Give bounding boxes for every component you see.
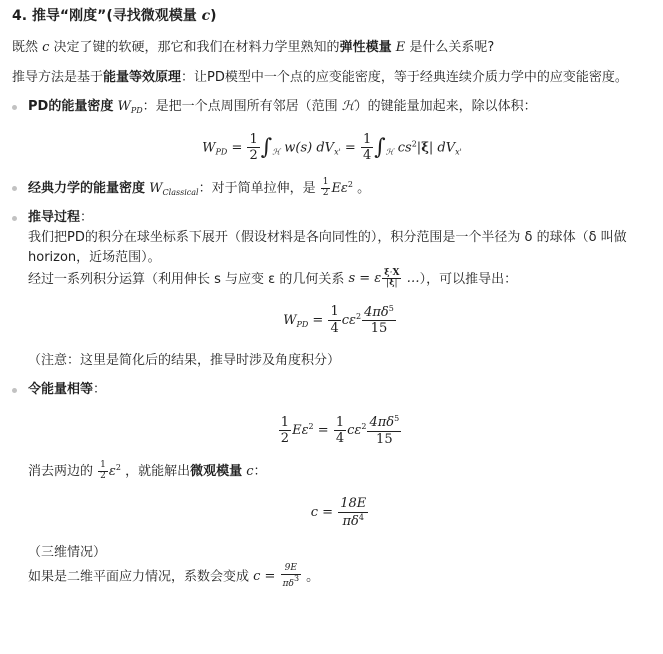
- bullet-equate-energy: 令能量相等：: [12, 380, 652, 400]
- intro-method: 推导方法是基于能量等效原理：让PD模型中一个点的应变能密度，等于经典连续介质力学中的应变能密度。: [12, 70, 628, 86]
- formula-pd-integral: $W_{PD}$ = $\frac{1}{2}$ $\int_ℋ$ w(s) $dV_{x'}$ = $\frac{1}{4}$ $\int_ℋ$ $cs^2|\xi|$ $dV_{x'}$: [202, 131, 462, 164]
- section-heading: 4. 推导“刚度”(寻找微观模量 c): [12, 8, 217, 24]
- equate-body: $\frac{1}{2}$ $E\varepsilon^2$ = $\frac{1}{4}$ $c\varepsilon^2$ $\frac{4\pi\delta^5}{15}$ 消去两边的 $\frac{1}{2}$ $\varepsilon^2$ ，就能解出微观模量 c： c = $\frac{18E}{\pi\delta^4}$ （三维情况） 如果是二维平面应力情况，系数会变成 c = $\frac{9E}{\pi\delta 3}$ 。: [12, 414, 652, 589]
- bullet-pd-energy: PD的能量密度 $W_{PD}$：是把一个点周围所有邻居（范围 ℋ）的键能量加起来，除以体积：: [12, 97, 652, 117]
- formula-micro-modulus-3d: c = $\frac{18E}{\pi\delta^4}$: [310, 496, 367, 529]
- formula-micro-modulus-2d: c = $\frac{9E}{\pi\delta 3}$: [253, 562, 300, 589]
- formula-cancel: $\frac{1}{2}$ $\varepsilon^2$: [100, 460, 121, 482]
- bullet-derivation: 推导过程：: [12, 208, 652, 228]
- formula-equate: $\frac{1}{2}$ $E\varepsilon^2$ = $\frac{1}{4}$ $c\varepsilon^2$ $\frac{4\pi\delta^5}{15}$: [280, 414, 400, 447]
- derivation-body: 我们把PD的积分在球坐标系下展开（假设材料是各向同性的），积分范围是一个半径为 δ 的球体（δ 叫做 horizon，近场范围）。 经过一系列积分运算（利用伸长 s 与应变 ε 的几何关系 s = ε $\frac{\xi\cdot X}{|\xi|}$ …），可以推导出： $W_{PD}$ = $\frac{1}{4}$ $c\varepsilon^2$ $\frac{4\pi\delta^5}{15}$ （注意：这里是简化后的结果，推导时涉及角度积分）: [12, 228, 652, 371]
- bullet-classical-energy: 经典力学的能量密度 $W_{Classical}$：对于简单拉伸，是 $\frac{1}{2}$ $E\varepsilon^2$ 。: [12, 178, 652, 199]
- formula-pd-result: $W_{PD}$ = $\frac{1}{4}$ $c\varepsilon^2$ $\frac{4\pi\delta^5}{15}$: [283, 303, 394, 337]
- formula-classical-inline: $\frac{1}{2}$ $E\varepsilon^2$: [322, 176, 353, 198]
- formula-stretch-relation: s = ε $\frac{\xi\cdot X}{|\xi|}$ …: [348, 267, 420, 289]
- intro-question: 既然 c 决定了键的软硬，那它和我们在材料力学里熟知的弹性模量 E 是什么关系呢?: [12, 40, 495, 55]
- document: [12, 4, 652, 589]
